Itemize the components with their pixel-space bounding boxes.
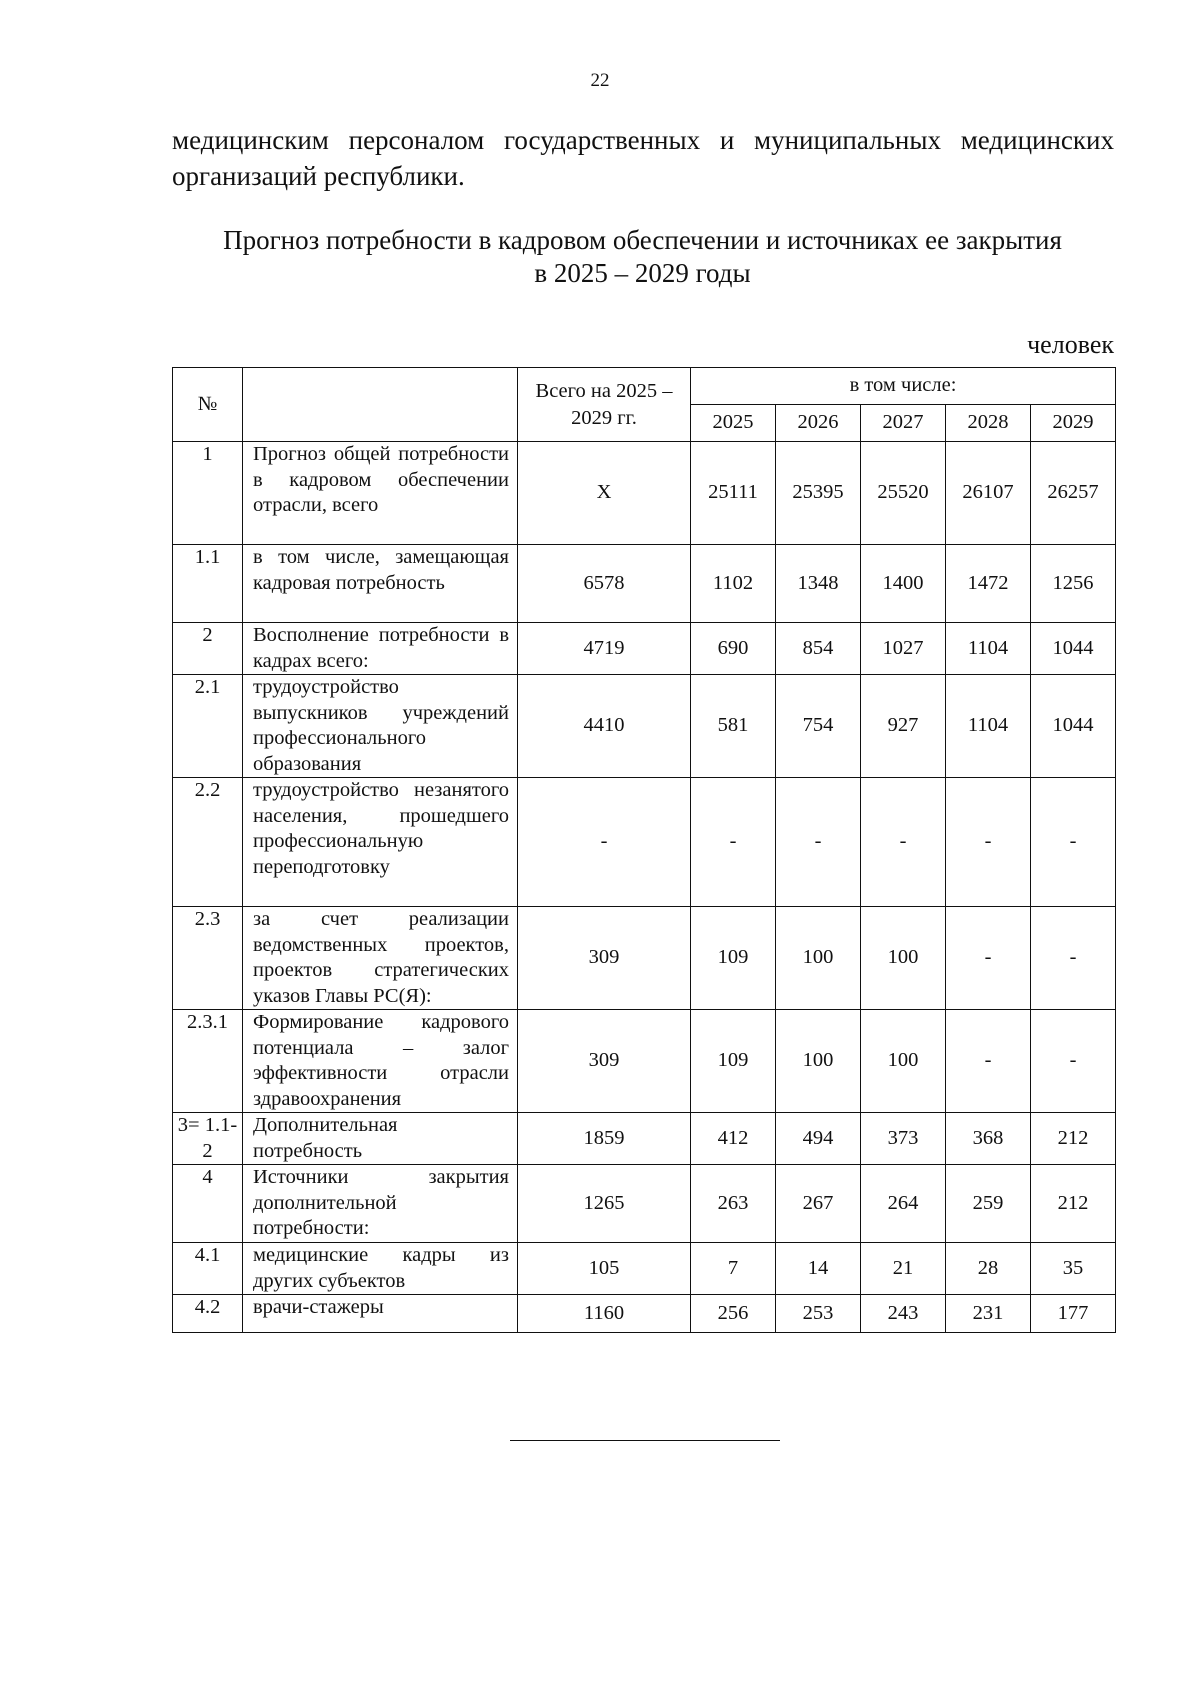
row-name: Формирование кадрового потенциала – залог эффективности отрасли здравоохранения [243, 1010, 518, 1113]
row-2029: 26257 [1031, 442, 1116, 545]
table-row [173, 1165, 1116, 1243]
table-row [173, 1010, 1116, 1113]
heading-line-2: в 2025 – 2029 годы [534, 258, 751, 288]
row-2027: 25520 [861, 442, 946, 545]
row-2028: - [946, 1010, 1031, 1113]
header-year: 2029 [1031, 405, 1116, 442]
row-2025: 581 [691, 675, 776, 778]
row-total: Х [518, 442, 691, 545]
row-num: 4 [173, 1165, 243, 1243]
intro-paragraph: медицинским персоналом государственных и муниципальных медицинских организаций республики. [172, 125, 1114, 191]
row-2029: 1044 [1031, 623, 1116, 675]
header-year: 2026 [776, 405, 861, 442]
row-2025: 109 [691, 1010, 776, 1113]
closing-divider-line [510, 1440, 780, 1441]
row-2029: 177 [1031, 1295, 1116, 1333]
row-total: 1859 [518, 1113, 691, 1165]
table-row [173, 1243, 1116, 1295]
row-total: - [518, 778, 691, 907]
row-2027: 373 [861, 1113, 946, 1165]
row-2029: 212 [1031, 1165, 1116, 1243]
row-num: 2.2 [173, 778, 243, 907]
row-2028: 26107 [946, 442, 1031, 545]
header-group: в том числе: [691, 368, 1116, 405]
row-2026: 100 [776, 907, 861, 1010]
row-2025: - [691, 778, 776, 907]
row-2028: 1104 [946, 675, 1031, 778]
row-num: 4.2 [173, 1295, 243, 1333]
table-body [173, 442, 1116, 1333]
row-total: 1160 [518, 1295, 691, 1333]
table-row [173, 778, 1116, 907]
row-2026: 854 [776, 623, 861, 675]
header-year: 2027 [861, 405, 946, 442]
table-row [173, 1113, 1116, 1165]
row-2026: 1348 [776, 545, 861, 623]
row-num: 2.3.1 [173, 1010, 243, 1113]
table-row [173, 907, 1116, 1010]
row-2026: 754 [776, 675, 861, 778]
row-2025: 1102 [691, 545, 776, 623]
table-row [173, 623, 1116, 675]
row-2025: 25111 [691, 442, 776, 545]
header-total: Всего на 2025 – 2029 гг. [518, 368, 691, 442]
row-2025: 690 [691, 623, 776, 675]
row-total: 309 [518, 907, 691, 1010]
row-2028: 259 [946, 1165, 1031, 1243]
row-2026: 100 [776, 1010, 861, 1113]
row-2028: 368 [946, 1113, 1031, 1165]
row-2029: 212 [1031, 1113, 1116, 1165]
row-2027: 100 [861, 907, 946, 1010]
row-2029: - [1031, 778, 1116, 907]
header-year: 2025 [691, 405, 776, 442]
row-2027: 1400 [861, 545, 946, 623]
row-2027: 243 [861, 1295, 946, 1333]
row-total: 1265 [518, 1165, 691, 1243]
row-2027: 21 [861, 1243, 946, 1295]
header-name [243, 368, 518, 442]
table-row [173, 545, 1116, 623]
row-2025: 412 [691, 1113, 776, 1165]
row-2026: 14 [776, 1243, 861, 1295]
row-name: Источники закрытия дополнительной потребности: [243, 1165, 518, 1243]
row-name: в том числе, замещающая кадровая потребность [243, 545, 518, 623]
row-2026: 253 [776, 1295, 861, 1333]
row-name: медицинские кадры из других субъектов [243, 1243, 518, 1295]
table-row [173, 675, 1116, 778]
row-2029: 1256 [1031, 545, 1116, 623]
header-row-1 [173, 368, 1116, 405]
row-2029: - [1031, 907, 1116, 1010]
table-row [173, 442, 1116, 545]
unit-label: человек [1027, 330, 1114, 359]
row-total: 4719 [518, 623, 691, 675]
row-name: Дополнительная потребность [243, 1113, 518, 1165]
row-2028: 231 [946, 1295, 1031, 1333]
row-2028: - [946, 778, 1031, 907]
row-num: 2.3 [173, 907, 243, 1010]
row-2027: 1027 [861, 623, 946, 675]
row-num: 3= 1.1-2 [173, 1113, 243, 1165]
row-2025: 109 [691, 907, 776, 1010]
row-total: 105 [518, 1243, 691, 1295]
row-2028: 28 [946, 1243, 1031, 1295]
header-num: № [173, 368, 243, 442]
row-2027: 264 [861, 1165, 946, 1243]
row-2029: 1044 [1031, 675, 1116, 778]
row-2025: 263 [691, 1165, 776, 1243]
row-2028: - [946, 907, 1031, 1010]
row-2027: - [861, 778, 946, 907]
row-name: трудоустройство выпускников учреждений профессионального образования [243, 675, 518, 778]
heading-line-1: Прогноз потребности в кадровом обеспечении и источниках ее закрытия [223, 225, 1062, 255]
row-name: Прогноз общей потребности в кадровом обеспечении отрасли, всего [243, 442, 518, 545]
row-2027: 927 [861, 675, 946, 778]
row-num: 1.1 [173, 545, 243, 623]
row-num: 1 [173, 442, 243, 545]
row-2025: 7 [691, 1243, 776, 1295]
row-2029: 35 [1031, 1243, 1116, 1295]
row-2028: 1472 [946, 545, 1031, 623]
table-heading [150, 224, 1135, 290]
row-num: 4.1 [173, 1243, 243, 1295]
header-year: 2028 [946, 405, 1031, 442]
row-2026: 494 [776, 1113, 861, 1165]
row-name: врачи-стажеры [243, 1295, 518, 1333]
row-total: 4410 [518, 675, 691, 778]
row-2026: - [776, 778, 861, 907]
row-2027: 100 [861, 1010, 946, 1113]
row-num: 2 [173, 623, 243, 675]
row-2028: 1104 [946, 623, 1031, 675]
table-row [173, 1295, 1116, 1333]
row-2026: 25395 [776, 442, 861, 545]
row-name: за счет реализации ведомственных проектов, проектов стратегических указов Главы РС(Я): [243, 907, 518, 1010]
row-num: 2.1 [173, 675, 243, 778]
page-number: 22 [590, 70, 610, 91]
row-total: 309 [518, 1010, 691, 1113]
row-total: 6578 [518, 545, 691, 623]
row-2029: - [1031, 1010, 1116, 1113]
row-2025: 256 [691, 1295, 776, 1333]
row-2026: 267 [776, 1165, 861, 1243]
row-name: Восполнение потребности в кадрах всего: [243, 623, 518, 675]
forecast-table [172, 367, 1116, 1333]
row-name: трудоустройство незанятого населения, прошедшего профессиональную переподготовку [243, 778, 518, 907]
